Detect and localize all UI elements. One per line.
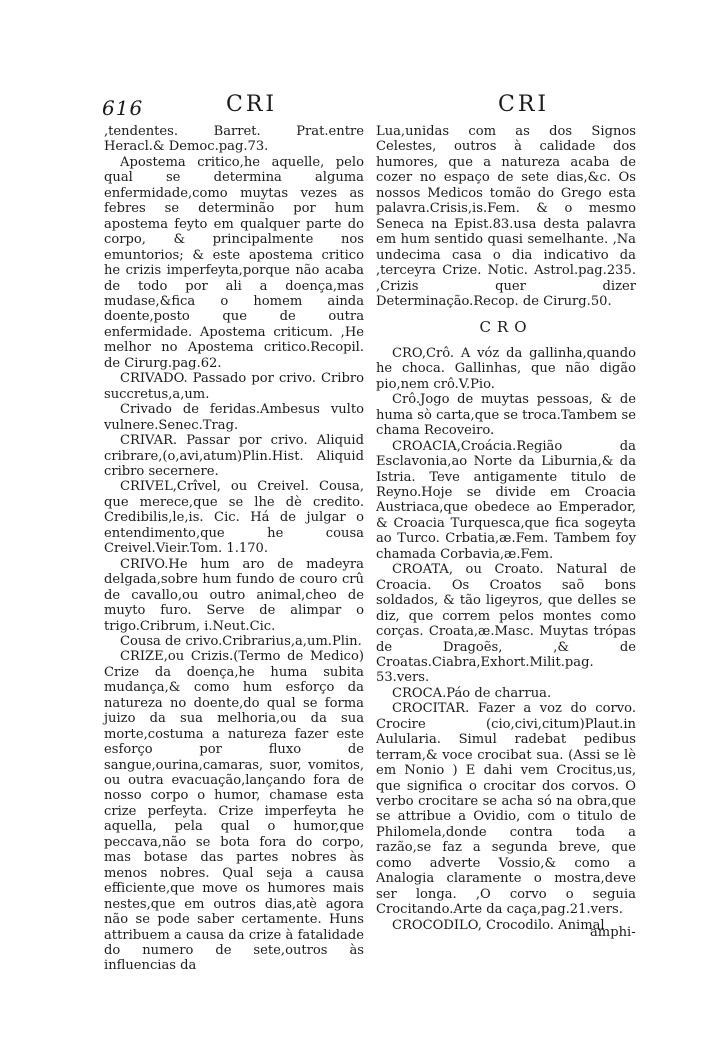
entry-croacia: CROACIA,Croácia.Região da Esclavonia,ao Norte da Liburnia,& da Istria. Teve antigamente titulo de Reyno.Hoje se divide em Croacia Austriaca,que obedece ao Emperador, & Croacia Turquesca,que fica sogeyta ao Turco. Crbatia,æ.Fem. Tambem foy chamada Corbavia,æ.Fem.: [376, 438, 636, 562]
entry-cro: CRO,Crô. A vóz da gallinha,quando he choca. Gallinhas, que não digão pio,nem crô.V.Pio.: [376, 345, 636, 392]
entry-crivar: CRIVAR. Passar por crivo. Aliquid cribrare,(o,avi,atum)Plin.Hist. Aliquid cribro secernere.: [104, 433, 364, 479]
entry-apostema-critico: Apostema critico,he aquelle, pelo qual se determina alguma enfermidade,como muytas vezes as febres se determinão por hum apostema feyto em qualquer parte do corpo, & principalmente nos emuntorios; & este apostema critico he crizis imperfeyta,porque não acaba de todo por ali a doença,mas mudase,&fica o homem ainda doente,posto que de outra enfermidade. Apostema criticum. ,He melhor no Apostema critico.Recopil. de Cirurg.pag.62.: [104, 154, 364, 371]
catchword: amphi-: [590, 925, 636, 940]
entry-crivado-de-feridas: Crivado de feridas.Ambesus vulto vulnere.Senec.Trag.: [104, 402, 364, 433]
entry-crivo: CRIVO.He hum aro de madeyra delgada,sobre hum fundo de couro crû de cavallo,ou outro animal,cheo de muyto furo. Serve de alimpar o trigo.Cribrum, i.Neut.Cic.: [104, 556, 364, 634]
entry-crize-continuation: Lua,unidas com as dos Signos Celestes, outros à calidade dos humores, que a natureza acaba de cozer no espaço de sete dias,&c. Os nossos Medicos tomão do Grego esta palavra.Crisis,is.Fem. & o mesmo Seneca na Epist.83.usa desta palavra em hum sentido quasi semelhante. ,Na undecima casa o dia indicativo da ,terceyra Crize. Notic. Astrol.pag.235. ,Crizis quer dizer Determinação.Recop. de Cirurg.50.: [376, 124, 636, 309]
entry-cro-jogo: Crô.Jogo de muytas pessoas, & de huma sò carta,que se troca.Tambem se chama Recoveiro.: [376, 392, 636, 439]
right-column: [376, 124, 636, 933]
entry-crivado: CRIVADO. Passado por crivo. Cribro succretus,a,um.: [104, 371, 364, 402]
section-heading-cro: CRO: [479, 318, 533, 337]
entry-croata: CROATA, ou Croato. Natural de Croacia. Os Croatos saõ bons soldados, & tão ligeyros, que delles se diz, que correm pelos montes como corças. Croata,æ.Masc. Muytas trópas de Dragoẽs, ,& de Croatas.Ciabra,Exhort.Milit.pag. 53.vers.: [376, 562, 636, 686]
running-head-right: CRI: [498, 92, 550, 117]
entry-crocitar: CROCITAR. Fazer a voz do corvo. Crocire (cio,civi,citum)Plaut.in Aulularia. Simul radebat pedibus terram,& voce crocibat sua. (Assi se lè em Nonio ) E dahi vem Crocitus,us, que significa o crocitar dos corvos. O verbo crocitare se acha só na obra,que se attribue a Ovidio, com o titulo de Philomela,donde contra toda a razão,se faz a segunda breve, que como adverte Vossio,& como a Analogia claramente o mostra,deve ser longa. ,O corvo o seguia Crocitando.Arte da caça,pag.21.vers.: [376, 701, 636, 918]
entry-continuation: ,tendentes. Barret. Prat.entre Heracl.& Democ.pag.73.: [104, 124, 364, 155]
entry-croca: CROCA.Páo de charrua.: [392, 685, 552, 701]
page-number: 616: [102, 96, 144, 120]
entry-crize: CRIZE,ou Crizis.(Termo de Medico) Crize da doença,he huma subita mudança,& como hum esforço da natureza no doente,do qual se forma juizo da sua melhoria,ou da sua morte,costuma a natureza fazer este esforço por fluxo de sangue,ourina,camaras, suor, vomitos, ou outra evacuação,lançando fora de nosso corpo o humor, chamase esta crize perfeyta. Crize imperfeyta he aquella, pela qual o humor,que peccava,não se bota fora do corpo, mas botase das partes nobres às menos nobres. Qual seja a causa efficiente,que move os humores mais nestes,que em outros dias,atè agora não se pode saber certamente. Huns attribuem a causa da crize à fatalidade do numero de sete,outros às influencias da: [104, 649, 364, 974]
left-column: [104, 124, 364, 974]
entry-crocodilo: CROCODILO, Crocodilo. Animal: [392, 917, 605, 933]
entry-cousa-de-crivo: Cousa de crivo.Cribrarius,a,um.Plin.: [120, 633, 362, 649]
running-head-left: CRI: [226, 92, 278, 117]
entry-crivel: CRIVEL,Crîvel, ou Creivel. Cousa, que merece,que se lhe dè credito. Credibilis,le,is. Cic. Há de julgar o entendimento,que he cousa Creivel.Vieir.Tom. 1.170.: [104, 479, 364, 557]
